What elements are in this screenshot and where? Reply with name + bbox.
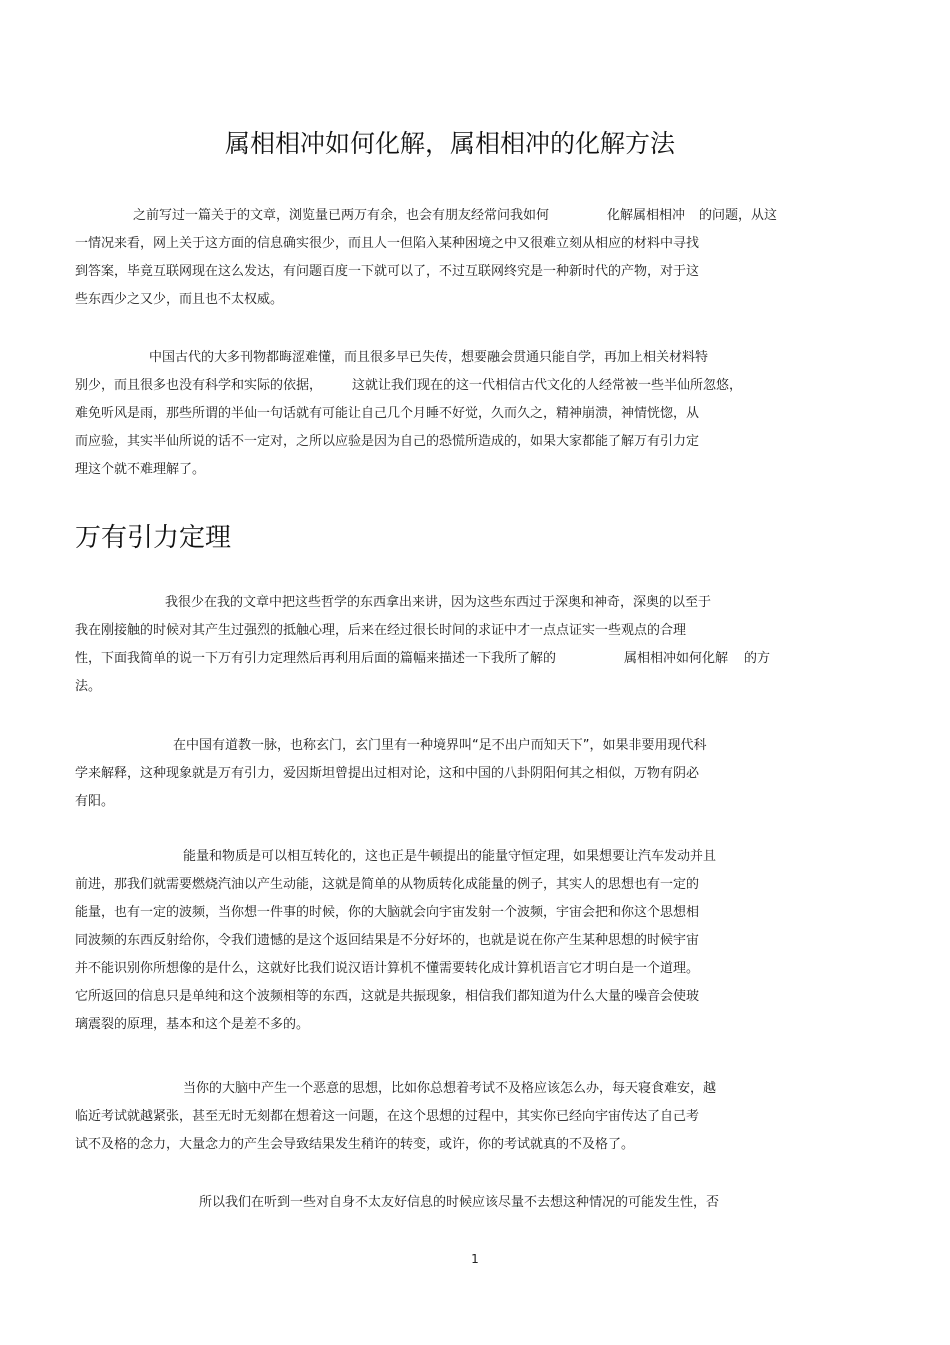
page-number: 1: [471, 1252, 479, 1266]
text-line: 有阳。: [75, 794, 115, 809]
section-paragraph-2: [75, 732, 875, 816]
text-line: 璃震裂的原理，基本和这个是差不多的。: [75, 1017, 310, 1032]
text-run: 之前写过一篇关于的文章，浏览量已两万有余，也会有朋友经常问我如何: [133, 208, 550, 223]
keyword-link[interactable]: 化解属相相冲: [607, 208, 686, 223]
intro-paragraph-2: [75, 344, 875, 484]
text-line: 它所返回的信息只是单纯和这个波频相等的东西，这就是共振现象，相信我们都知道为什么大量的噪音会使玻: [75, 989, 700, 1004]
text-line: 临近考试就越紧张，甚至无时无刻都在想着这一问题，在这个思想的过程中，其实你已经向宇宙传达了自己考: [75, 1109, 700, 1124]
text-line: 在中国有道教一脉，也称玄门，玄门里有一种境界叫“足不出户而知天下”，如果非要用现代科: [173, 738, 707, 753]
text-line: 学来解释，这种现象就是万有引力，爱因斯坦曾提出过相对论，这和中国的八卦阴阳何其之相似，万物有阴必: [75, 766, 700, 781]
text-line: 同波频的东西反射给你，令我们遗憾的是这个返回结果是不分好坏的，也就是说在你产生某种思想的时候宇宙: [75, 933, 700, 948]
section-paragraph-4: [75, 1075, 875, 1159]
text-run: 的问题，从这: [699, 208, 778, 223]
text-line: 难免听风是雨，那些所谓的半仙一句话就有可能让自己几个月睡不好觉，久而久之，精神崩溃，神情恍惚，从: [75, 406, 700, 421]
text-line: 些东西少之又少，而且也不太权威。: [75, 292, 284, 307]
text-line: 前进，那我们就需要燃烧汽油以产生动能，这就是简单的从物质转化成能量的例子，其实人的思想也有一定的: [75, 877, 700, 892]
text-line: 能量和物质是可以相互转化的，这也正是牛顿提出的能量守恒定理，如果想要让汽车发动并且: [183, 849, 717, 864]
text-line: 所以我们在听到一些对自身不太友好信息的时候应该尽量不去想这种情况的可能发生性，否: [199, 1195, 720, 1210]
text-line: 并不能识别你所想像的是什么，这就好比我们说汉语计算机不懂需要转化成计算机语言它才明白是一个道理。: [75, 961, 700, 976]
text-line: 到答案，毕竟互联网现在这么发达，有问题百度一下就可以了，不过互联网终究是一种新时代的产物，对于这: [75, 264, 700, 279]
intro-paragraph-1: [75, 202, 875, 314]
section-paragraph-3: [75, 843, 875, 1039]
text-line: 一情况来看，网上关于这方面的信息确实很少，而且人一但陷入某种困境之中又很难立刻从相应的材料中寻找: [75, 236, 700, 251]
page-title: 属相相冲如何化解，属相相冲的化解方法: [224, 129, 675, 158]
text-line: 而应验，其实半仙所说的话不一定对，之所以应验是因为自己的恐慌所造成的，如果大家都能了解万有引力定: [75, 434, 700, 449]
text-line: [75, 645, 875, 673]
text-line: 法。: [75, 679, 102, 694]
text-line: 试不及格的念力，大量念力的产生会导致结果发生稍许的转变，或许，你的考试就真的不及格了。: [75, 1137, 635, 1152]
text-line: 我很少在我的文章中把这些哲学的东西拿出来讲，因为这些东西过于深奥和神奇，深奥的以至于: [165, 595, 712, 610]
text-line: [75, 372, 875, 400]
text-run: 性，下面我简单的说一下万有引力定理然后再利用后面的篇幅来描述一下我所了解的: [75, 651, 557, 666]
section-heading: 万有引力定理: [75, 523, 232, 553]
keyword-link[interactable]: 属相相冲如何化解: [624, 651, 729, 666]
text-line: 当你的大脑中产生一个恶意的思想，比如你总想着考试不及格应该怎么办，每天寝食难安，越: [183, 1081, 717, 1096]
text-line: [75, 202, 875, 230]
text-line: 中国古代的大多刊物都晦涩难懂，而且很多早已失传，想要融会贯通只能自学，再加上相关材料特: [149, 350, 709, 365]
text-line: 能量，也有一定的波频，当你想一件事的时候，你的大脑就会向宇宙发射一个波频，宇宙会把和你这个思想相: [75, 905, 700, 920]
section-paragraph-1: [75, 589, 875, 701]
text-run: 的方: [744, 651, 771, 666]
text-run: 别少，而且很多也没有科学和实际的依据，: [75, 378, 323, 393]
text-line: 我在刚接触的时候对其产生过强烈的抵触心理，后来在经过很长时间的求证中才一点点证实一些观点的合理: [75, 623, 687, 638]
text-line: 理这个就不难理解了。: [75, 462, 206, 477]
section-paragraph-5: [75, 1189, 875, 1217]
text-run: 这就让我们现在的这一代相信古代文化的人经常被一些半仙所忽悠，: [352, 378, 743, 393]
